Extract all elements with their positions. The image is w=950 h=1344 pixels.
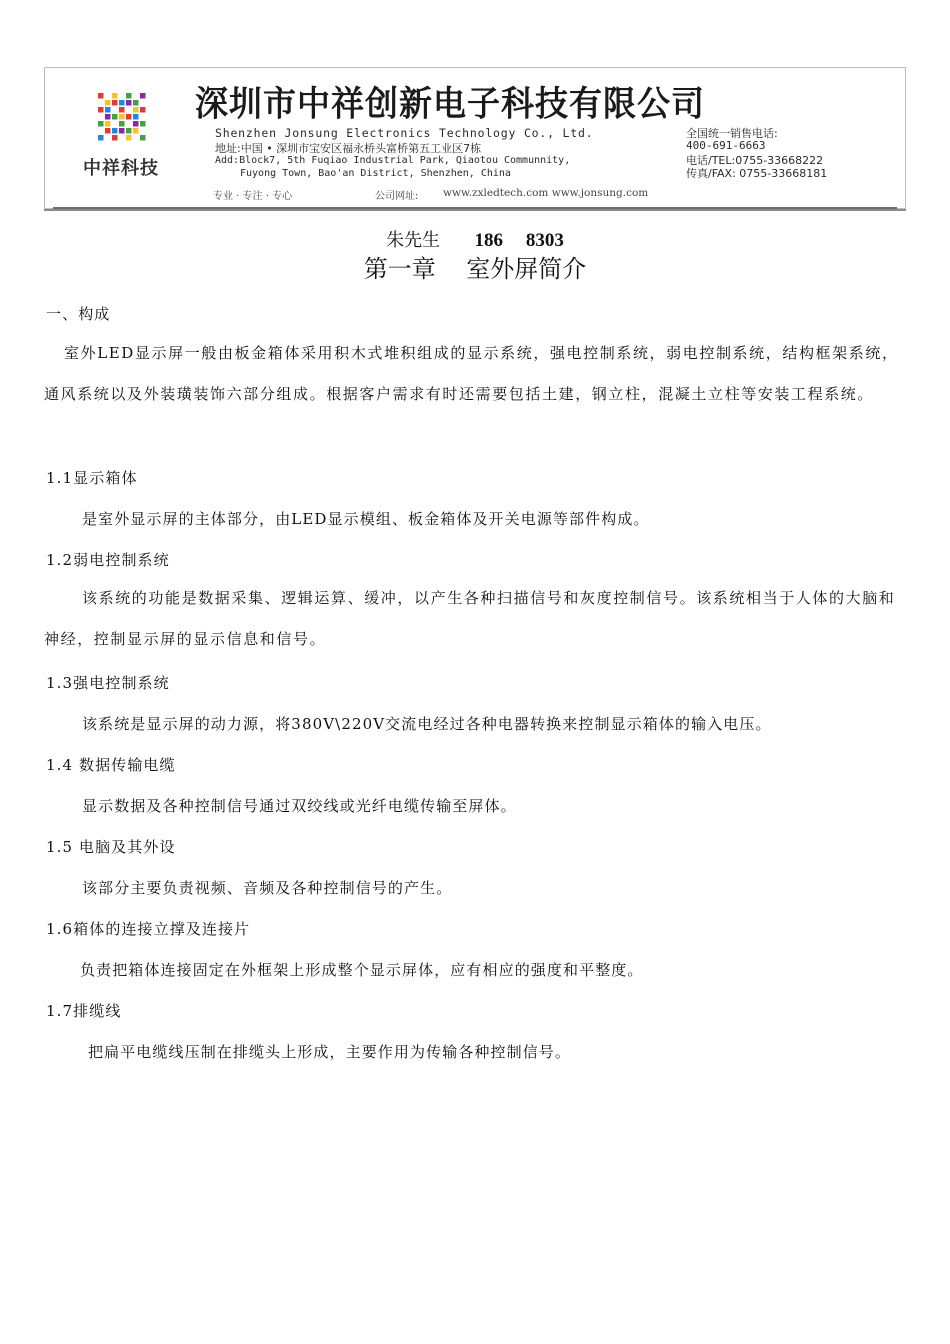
logo-pixel bbox=[112, 128, 118, 134]
logo-pixel bbox=[98, 107, 104, 113]
logo-pixel bbox=[133, 121, 139, 127]
telephone: 电话/TEL:0755-33668222 bbox=[686, 154, 824, 167]
logo-pixel bbox=[98, 121, 104, 127]
address-cn: 地址:中国 • 深圳市宝安区福永桥头富桥第五工业区7栋 bbox=[215, 142, 482, 155]
logo-pixel bbox=[133, 114, 139, 120]
logo-pixel bbox=[126, 93, 132, 99]
body-1-5: 该部分主要负责视频、音频及各种控制信号的产生。 bbox=[82, 879, 453, 897]
logo-pixel bbox=[133, 107, 139, 113]
hotline-label: 全国统一销售电话: bbox=[686, 127, 778, 140]
logo-pixel bbox=[112, 100, 118, 106]
logo-text: 中祥科技 bbox=[83, 158, 159, 179]
contact-phone-part1: 186 bbox=[474, 230, 503, 251]
company-name-en: Shenzhen Jonsung Electronics Technology Co., Ltd. bbox=[215, 126, 594, 140]
contact-phone-part2: 8303 bbox=[525, 230, 564, 251]
fax: 传真/FAX: 0755-33668181 bbox=[686, 167, 828, 180]
body-1-2: 该系统的功能是数据采集、逻辑运算、缓冲，以产生各种扫描信号和灰度控制信号。该系统相当于人体的大脑和神经，控制显示屏的显示信息和信号。 bbox=[44, 589, 896, 648]
body-1-4: 显示数据及各种控制信号通过双绞线或光纤电缆传输至屏体。 bbox=[82, 797, 517, 815]
logo-pixel bbox=[112, 135, 118, 141]
logo-pixel bbox=[126, 128, 132, 134]
logo-pixel bbox=[112, 114, 118, 120]
section-heading-composition: 一、构成 bbox=[46, 305, 111, 323]
body-1-1: 是室外显示屏的主体部分，由LED显示模组、板金箱体及开关电源等部件构成。 bbox=[82, 510, 650, 528]
website-label: 公司网址: bbox=[375, 191, 419, 202]
logo-pixel bbox=[119, 100, 125, 106]
chapter-title bbox=[0, 249, 950, 284]
letterhead-divider bbox=[53, 207, 897, 209]
contact-name: 朱先生 bbox=[386, 230, 441, 251]
logo-pixel bbox=[119, 107, 125, 113]
body-1-3: 该系统是显示屏的动力源，将380V\220V交流电经过各种电器转换来控制显示箱体的输入电压。 bbox=[82, 715, 772, 733]
logo-pixel bbox=[105, 100, 111, 106]
logo-pixel bbox=[119, 114, 125, 120]
body-1-6: 负责把箱体连接固定在外框架上形成整个显示屏体，应有相应的强度和平整度。 bbox=[80, 961, 644, 979]
address-en-line2: Fuyong Town, Bao'an District, Shenzhen, China bbox=[240, 168, 511, 179]
logo-pixel bbox=[126, 114, 132, 120]
heading-1-6: 1.6箱体的连接立撑及连接片 bbox=[46, 920, 251, 938]
hotline-number: 400-691-6663 bbox=[686, 139, 766, 152]
logo-pixel bbox=[98, 135, 104, 141]
company-name-cn: 深圳市中祥创新电子科技有限公司 bbox=[195, 83, 705, 125]
logo-pixel bbox=[140, 107, 146, 113]
slogan: 专业 · 专注 · 专心 bbox=[213, 191, 293, 202]
logo-pixel bbox=[105, 107, 111, 113]
logo-pixel bbox=[126, 100, 132, 106]
heading-1-5: 1.5 电脑及其外设 bbox=[46, 838, 176, 856]
logo-pixel bbox=[133, 100, 139, 106]
logo-pixel bbox=[140, 121, 146, 127]
logo-pixel bbox=[105, 114, 111, 120]
logo-pixel bbox=[119, 128, 125, 134]
heading-1-4: 1.4 数据传输电缆 bbox=[46, 756, 176, 774]
letterhead bbox=[44, 67, 906, 209]
logo-pixel bbox=[119, 121, 125, 127]
section-body-composition: 室外LED显示屏一般由板金箱体采用积木式堆积组成的显示系统，强电控制系统，弱电控制系统，结构框架系统，通风系统以及外装璜装饰六部分组成。根据客户需求有时还需要包括土建，钢立柱，混凝土立柱等安装工程系统。 bbox=[44, 344, 899, 403]
logo-pixel bbox=[140, 135, 146, 141]
heading-1-1: 1.1显示箱体 bbox=[46, 469, 138, 487]
address-en-line1: Add:Block7, 5th Fuqiao Industrial Park, Qiaotou Communnity, bbox=[215, 155, 571, 166]
heading-1-3: 1.3强电控制系统 bbox=[46, 674, 170, 692]
logo-pixel bbox=[105, 128, 111, 134]
chapter-number: 第一章 bbox=[363, 255, 436, 283]
logo-pixel bbox=[112, 93, 118, 99]
logo-pixel bbox=[98, 93, 104, 99]
heading-1-2: 1.2弱电控制系统 bbox=[46, 551, 170, 569]
chapter-name: 室外屏简介 bbox=[466, 255, 587, 283]
company-logo-icon bbox=[97, 92, 149, 144]
body-1-7: 把扁平电缆线压制在排缆头上形成，主要作用为传输各种控制信号。 bbox=[88, 1043, 572, 1061]
heading-1-7: 1.7排缆线 bbox=[46, 1002, 122, 1020]
logo-pixel bbox=[126, 135, 132, 141]
logo-pixel bbox=[105, 121, 111, 127]
website: www.zxledtech.com www.jonsung.com bbox=[443, 187, 649, 199]
logo-pixel bbox=[133, 128, 139, 134]
logo-pixel bbox=[140, 93, 146, 99]
